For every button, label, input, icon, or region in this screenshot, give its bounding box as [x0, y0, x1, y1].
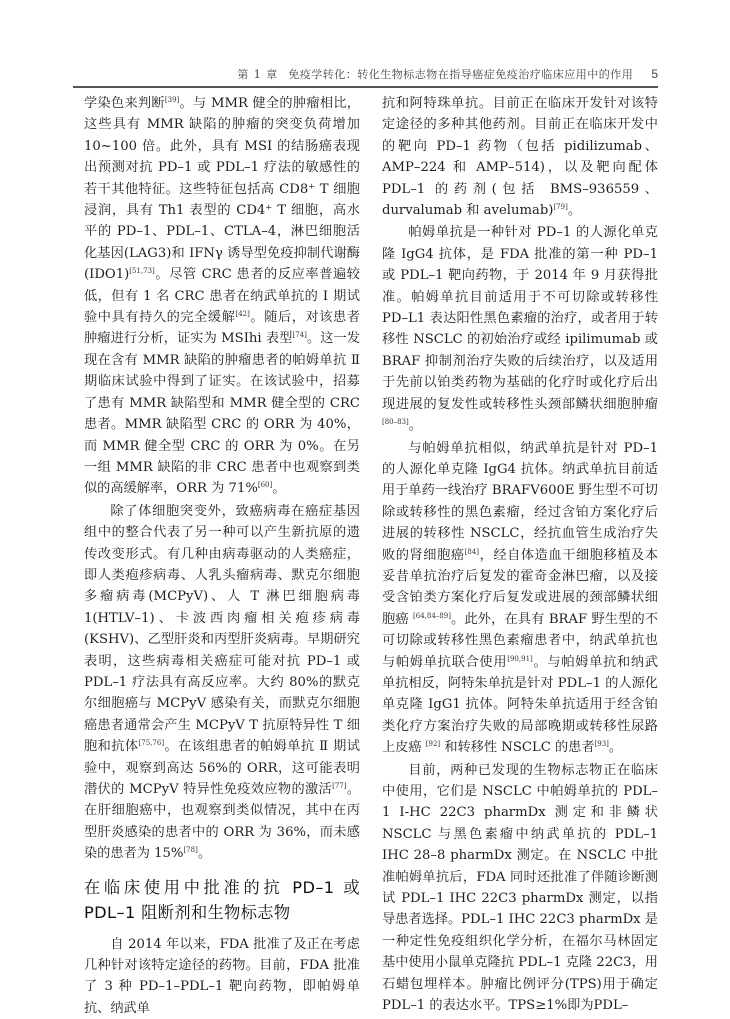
paragraph-text: 。与帕姆单抗和纳武单抗相反，阿特朱单抗是针对 PDL–1 的人源化单克隆 IgG1 抗体。阿特朱单抗适用于经含铂类化疗方案治疗失败的局部晚期或转移性尿路上皮癌 — [382, 654, 659, 756]
paragraph-text: 。 — [408, 418, 422, 434]
paragraph-text: 。尽管 CRC 患者的反应率普遍较低，但有 1 名 CRC 患者在纳武单抗的 Ⅰ 期试验中具有持久的完全缓解 — [84, 267, 360, 326]
paragraph-text: 目前，两种已发现的生物标志物正在临床中使用，它们是 NSCLC 中帕姆单抗的 PDL–1 I-HC 22C3 pharmDx 测定和非鳞状 NSCLC 与黑色素瘤中纳武单抗的 PDL–1 IHC 28–8 pharmDx 测定。在 NSCLC 中批准帕姆单抗后，FDA 同时还批准了伴随诊断测试 PDL–1 IHC 22C3 pharmDx 测定，以指导患者选择。PDL–1 IHC 22C3 pharmDx 是一种定性免疫组织化学分析，在福尔马林固定基中使用小鼠单克隆抗 PDL–1 克隆 22C3，用石蜡包埋样本。肿瘤比例评分(TPS)用于确定 PDL–1 的表达水平。TPS≥1%即为PDL– — [382, 762, 658, 1014]
paragraph-text: 和转移性 NSCLC 的患者 — [440, 740, 595, 756]
paragraph-text: 。在该组患者的帕姆单抗 Ⅱ 期试验中，观察到高达 56%的 ORR，这可能表明潜伏的 MCPyV 特异性免疫效应物的激活 — [84, 739, 360, 797]
page-number: 5 — [651, 67, 658, 81]
citation-ref: [92] — [425, 740, 441, 749]
citation-ref: [39] — [164, 96, 180, 104]
header-rule — [73, 86, 658, 88]
paragraph-text: 。这一发现在含有 MMR 缺陷的肿瘤患者的帕姆单抗 Ⅱ 期临床试验中得到了证实。在该试验中，招募了患有 MMR 缺陷型和 MMR 健全型的 CRC 患者。MMR 缺陷型 CRC 的 ORR 为 40%，而 MMR 健全型 CRC 的 ORR 为 0%。在另一组 MMR 缺陷的非 CRC 患者中也观察到类似的高缓解率，ORR 为 71% — [84, 331, 361, 497]
citation-ref: [75,76] — [138, 739, 165, 748]
paragraph — [382, 222, 658, 436]
left-body-after-heading — [84, 934, 360, 1019]
left-body — [84, 93, 360, 865]
paragraph — [84, 501, 360, 865]
paragraph-text: 。随后，对该患者肿瘤进行分析，证实为 MSIhi 表型 — [84, 310, 361, 347]
paragraph-text: 帕姆单抗是一种针对 PD–1 的人源化单克隆 IgG4 抗体，是 FDA 批准的第一种 PD–1 或 PDL–1 靶向药物，于 2014 年 9 月获得批准。帕姆单抗目前适用于不可切除或转移性 PD–L1 表达阳性黑色素瘤的治疗，或者用于转移性 NSCLC 的初始治疗或经 ipilimumab 或 BRAF 抑制剂治疗失败的后续治疗，以及适用于先前以铂类药物为基础的化疗时或化疗后出现进展的复发性或转移性头颈部鳞状细胞肿瘤 — [382, 225, 658, 412]
citation-ref: [80–83] — [382, 418, 409, 427]
paragraph-text: 学染色来判断 — [84, 96, 165, 111]
paragraph-text: 。与 MMR 健全的肿瘤相比，这些具有 MMR 缺陷的肿瘤的突变负荷增加 10~100 倍。此外，具有 MSI 的结肠癌表现出预测对抗 PD–1 或 PDL–1 疗法的敏感性的若干其他特征。这些特征包括高 CD8⁺ T 细胞浸润，具有 Th1 表型的 CD4⁺ T 细胞，高水平的 PD–1、PDL–1、CTLA–4，淋巴细胞活化基因(LAG3)和 IFNγ 诱导型免疫抑制代谢酶(IDO1) — [84, 96, 360, 283]
citation-ref: [79] — [553, 203, 568, 212]
paragraph-text: 抗和阿特珠单抗。目前正在临床开发针对该特定途径的多种其他药剂。目前正在临床开发中的靶向 PD–1 药物（包括 pidilizumab、AMP–224 和 AMP–514)，以及靶向配体 PDL–1 的药剂(包括 BMS–936559、durvalumab 和 avelumab) — [382, 96, 658, 219]
citation-ref: [90,91] — [507, 654, 533, 663]
citation-ref: [74] — [292, 331, 307, 340]
paragraph-text: 。 — [608, 740, 623, 756]
paragraph — [382, 438, 658, 759]
paragraph — [382, 93, 658, 221]
citation-ref: [84] — [464, 547, 479, 556]
paragraph — [382, 760, 658, 1017]
citation-ref: [77] — [332, 782, 347, 790]
citation-ref: [60] — [257, 481, 273, 490]
chapter-label: 第 1 章 — [237, 68, 279, 81]
paragraph — [84, 93, 360, 500]
paragraph-text: 。 — [197, 846, 212, 862]
chapter-title: 免疫学转化：转化生物标志物在指导癌症免疫治疗临床应用中的作用 — [288, 68, 634, 81]
right-body — [382, 93, 658, 1016]
paragraph-text: 除了体细胞突变外，致癌病毒在癌症基因组中的整合代表了另一种可以产生新抗原的遗传改变形式。有几种由病毒驱动的人类癌症，即人类疱疹病毒、人乳头瘤病毒、默克尔细胞多瘤病毒(MCPyV)、人 T 淋巴细胞病毒 1(HTLV–1)、卡波西肉瘤相关疱疹病毒(KSHV)、乙型肝炎和丙型肝炎病毒。早期研究表明，这些病毒相关癌症可能对抗 PD–1 或 PDL–1 疗法具有高反应率。大约 80%的默克尔细胞癌与 MCPyV 感染有关，而默克尔细胞癌患者通常会产生 MCPyV T 抗原特异性 T 细胞和抗体 — [84, 503, 360, 755]
citation-ref: [51,73] — [129, 267, 155, 276]
citation-ref: [42] — [235, 310, 250, 319]
right-column — [382, 93, 658, 1016]
citation-ref: [93] — [594, 740, 609, 749]
section-heading: 在临床使用中批准的抗 PD–1 或 PDL–1 阻断剂和生物标志物 — [84, 877, 360, 922]
running-header — [73, 64, 658, 84]
paragraph-text: ，经自体造血干细胞移植及本妥昔单抗治疗后复发的霍奇金淋巴瘤，以及接受含铂类方案化疗后复发或进展的颈部鳞状细胞癌 — [382, 547, 659, 627]
citation-ref: [64,84–89] — [413, 611, 451, 620]
citation-ref: [78] — [183, 846, 198, 855]
paragraph-text: 。 — [567, 203, 581, 219]
paragraph-text: 。在肝细胞癌中，也观察到类似情况，其中在丙型肝炎感染的患者中的 ORR 为 36%，而未感染的患者为 15% — [84, 782, 361, 862]
paragraph-text: 。此外，在具有 BRAF 野生型的不可切除或转移性黑色素瘤患者中，纳武单抗也与帕姆单抗联合使用 — [382, 611, 658, 670]
paragraph — [84, 934, 360, 1019]
paragraph-text: 自 2014 年以来，FDA 批准了及正在考虑几种针对该特定途径的药物。目前，FDA 批准了 3 种 PD–1–PDL–1 靶向药物，即帕姆单抗、纳武单 — [84, 936, 360, 1016]
paragraph-text: 。 — [272, 481, 286, 497]
left-column — [84, 93, 360, 1019]
paragraph-text: 与帕姆单抗相似，纳武单抗是针对 PD–1 的人源化单克隆 IgG4 抗体。纳武单抗目前适用于单药一线治疗 BRAFV600E 野生型不可切除或转移性的黑色素瘤，经过含铂方案化疗后进展的转移性 NSCLC，经抗血管生成治疗失败的肾细胞癌 — [382, 440, 658, 563]
